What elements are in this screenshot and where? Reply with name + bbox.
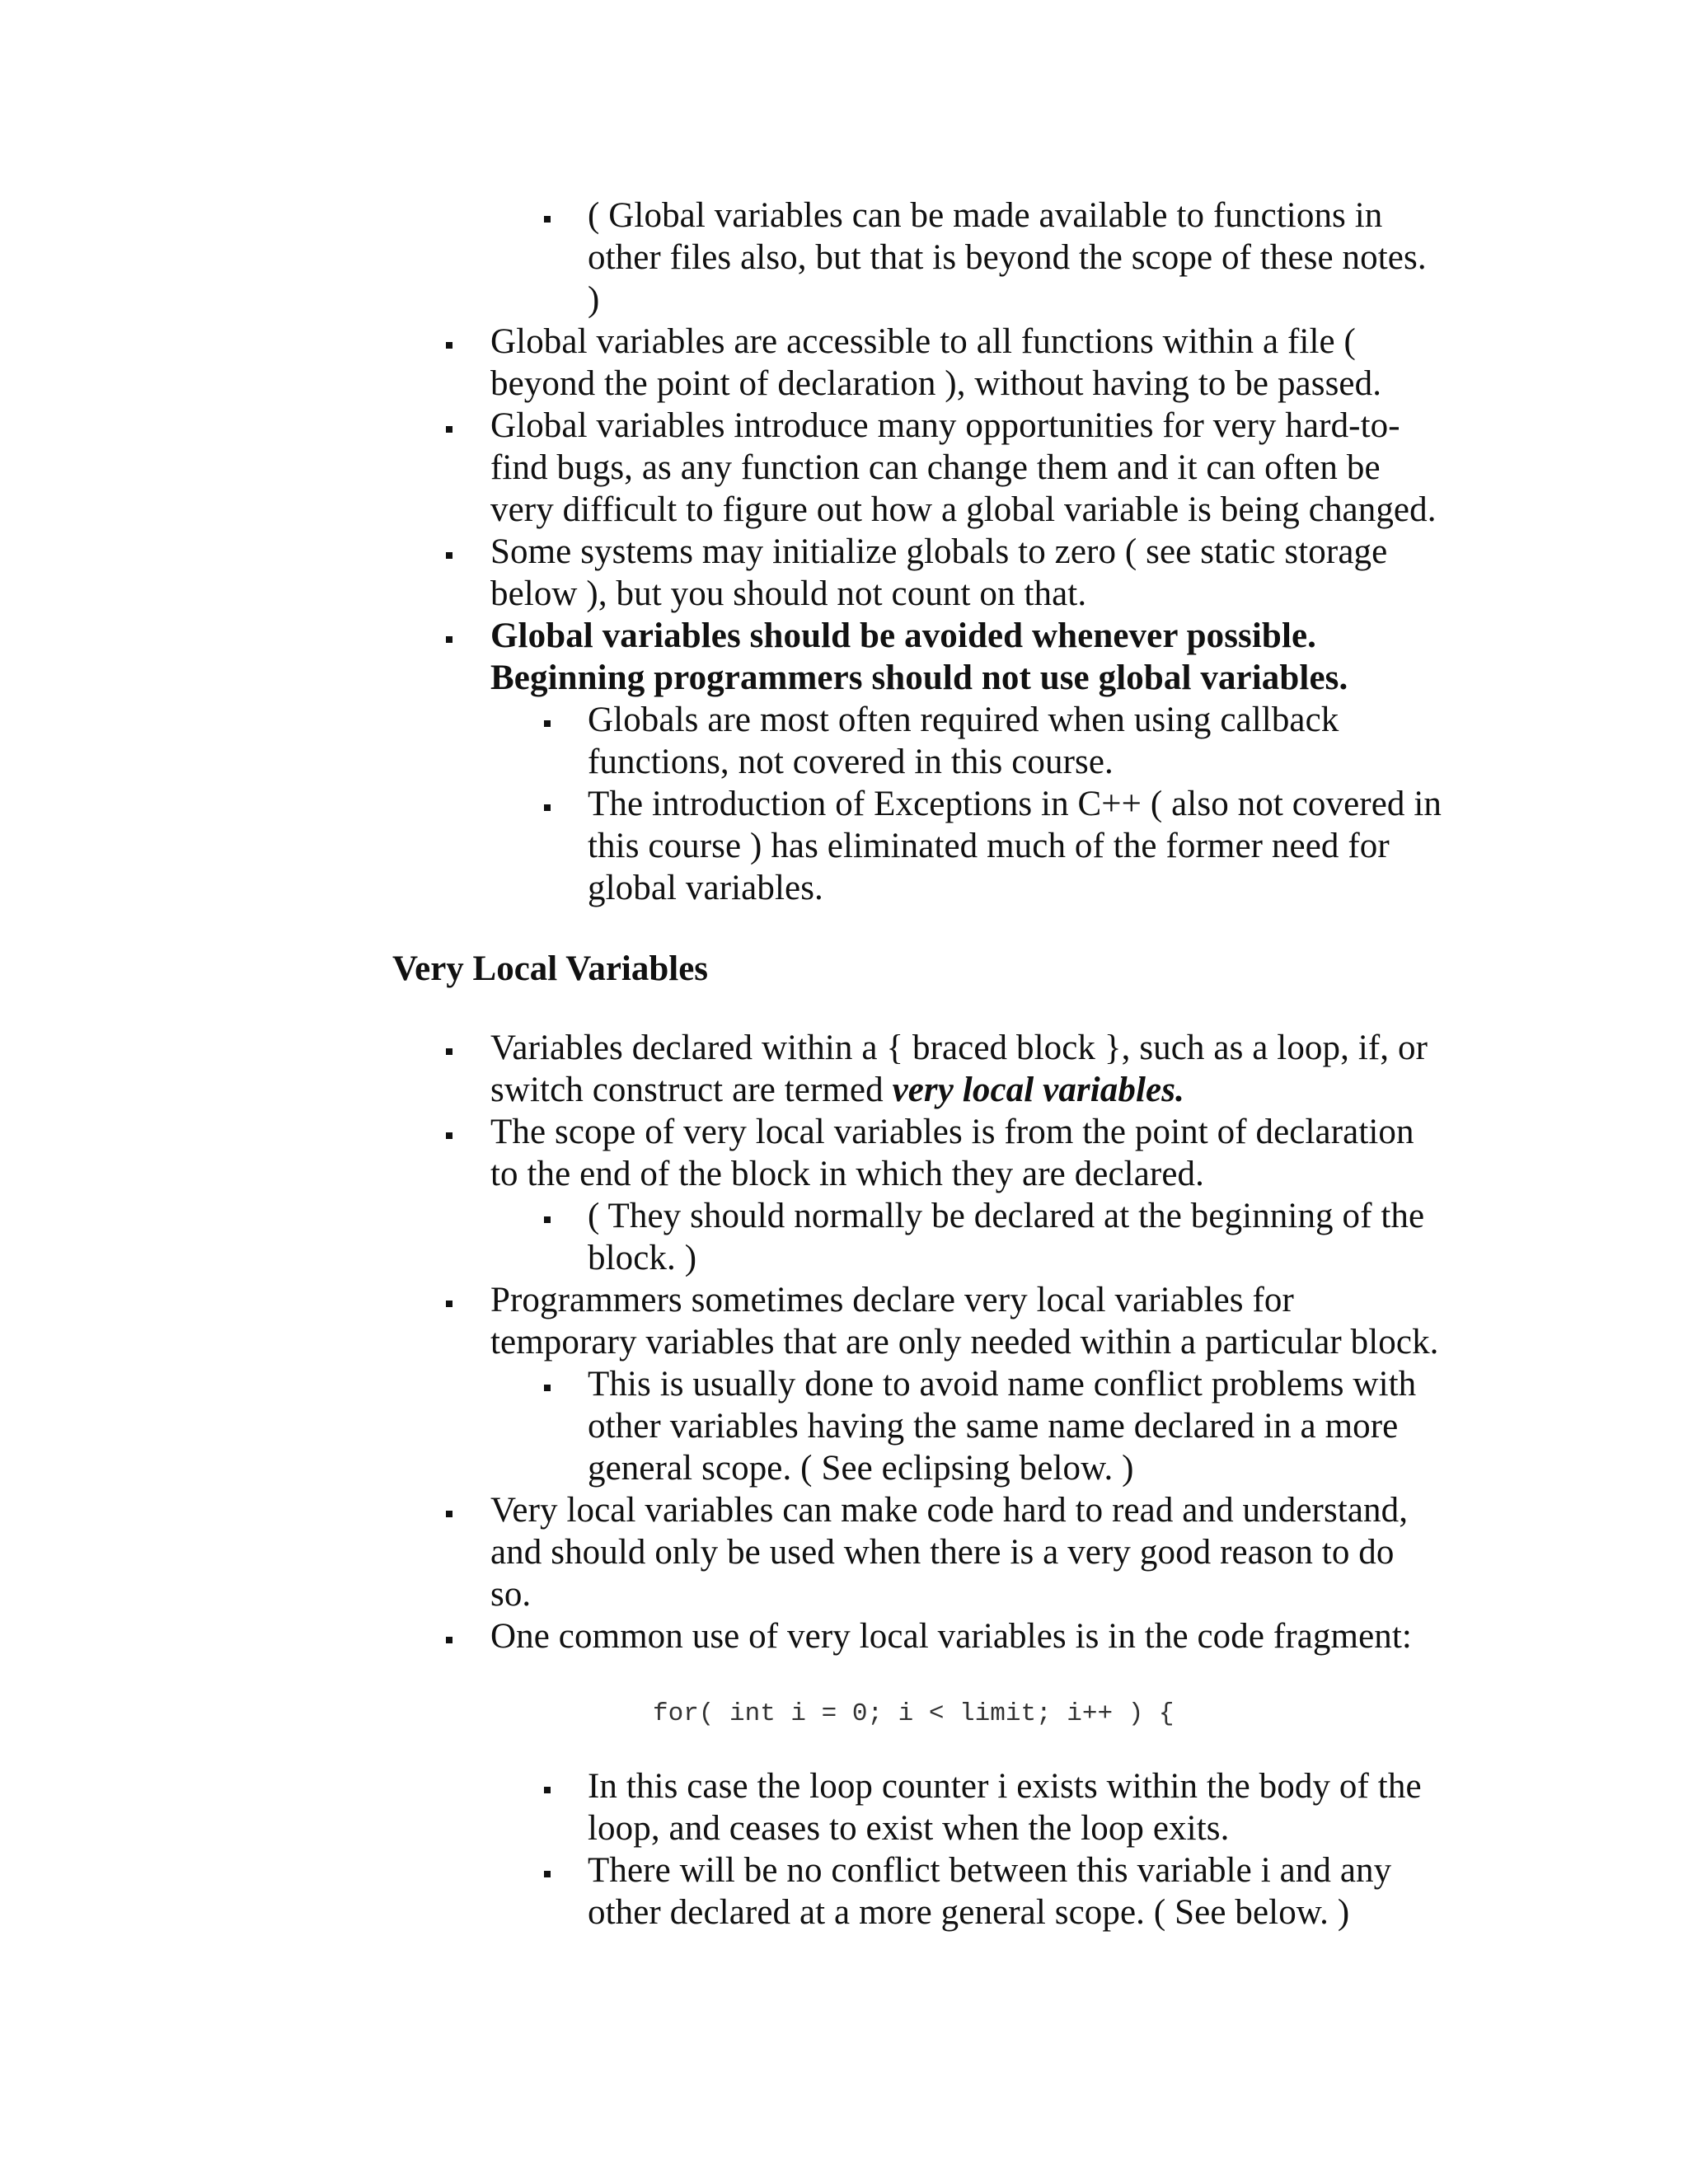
- bullet-marker: [446, 1637, 452, 1643]
- bullet-marker: [544, 720, 551, 727]
- bullet-marker: [446, 636, 452, 643]
- bullet-text-line: block. ): [588, 1239, 697, 1277]
- bullet-text-line: Global variables are accessible to all functions within a file (: [490, 322, 1356, 361]
- bullet-text-line: so.: [490, 1575, 532, 1614]
- bullet-text-line: Programmers sometimes declare very local variables for: [490, 1281, 1294, 1319]
- bullet-marker: [446, 1048, 452, 1055]
- bullet-marker: [544, 1871, 551, 1877]
- bullet-text-line: this course ) has eliminated much of the former need for: [588, 827, 1390, 865]
- bullet-text-line: [490, 1069, 1184, 1112]
- bullet-text-line: very difficult to figure out how a global variable is being changed.: [490, 490, 1437, 529]
- bullet-text-line: This is usually done to avoid name conflict problems with: [588, 1365, 1417, 1404]
- bullet-text-line: One common use of very local variables is in the code fragment:: [490, 1617, 1412, 1656]
- bullet-marker: [544, 1787, 551, 1793]
- bullet-text-line: Global variables introduce many opportunities for very hard-to-: [490, 406, 1400, 445]
- bullet-text-line: beyond the point of declaration ), without having to be passed.: [490, 364, 1382, 403]
- bullet-marker: [544, 1216, 551, 1223]
- bullet-marker: [446, 1301, 452, 1307]
- bullet-marker: [446, 426, 452, 433]
- bullet-text-line: below ), but you should not count on that.: [490, 574, 1087, 613]
- bullet-text-line: general scope. ( See eclipsing below. ): [588, 1449, 1134, 1488]
- bullet-text-line: ( Global variables can be made available to functions in: [588, 196, 1383, 235]
- bullet-text-line: The scope of very local variables is from the point of declaration: [490, 1113, 1414, 1151]
- bullet-text-line: other variables having the same name declared in a more: [588, 1407, 1399, 1446]
- bullet-text-line: ): [588, 280, 600, 319]
- bold-warning-line: Beginning programmers should not use global variables.: [490, 658, 1348, 697]
- bullet-marker: [446, 1132, 452, 1139]
- bullet-text-line: and should only be used when there is a very good reason to do: [490, 1533, 1395, 1572]
- bullet-text-line: ( They should normally be declared at the beginning of the: [588, 1197, 1425, 1235]
- bullet-text-line: temporary variables that are only needed within a particular block.: [490, 1323, 1439, 1361]
- bullet-marker: [446, 342, 452, 349]
- bullet-marker: [446, 1511, 452, 1517]
- bullet-text-line: Very local variables can make code hard to read and understand,: [490, 1491, 1409, 1530]
- bullet-text-line: global variables.: [588, 869, 823, 907]
- bullet-text-line: In this case the loop counter i exists within the body of the: [588, 1767, 1422, 1806]
- bullet-text-line: other declared at a more general scope. ( See below. ): [588, 1893, 1350, 1932]
- section-heading: Very Local Variables: [392, 949, 709, 988]
- bullet-text-line: Variables declared within a { braced block }, such as a loop, if, or: [490, 1029, 1428, 1067]
- bullet-text-line: find bugs, as any function can change them and it can often be: [490, 448, 1381, 487]
- bullet-marker: [544, 216, 551, 223]
- bullet-marker: [446, 552, 452, 559]
- bullet-text-segment: switch construct are termed: [490, 1071, 893, 1109]
- emphasis-term: very local variables.: [892, 1071, 1184, 1109]
- bullet-marker: [544, 804, 551, 811]
- bullet-text-line: The introduction of Exceptions in C++ ( also not covered in: [588, 785, 1442, 823]
- bullet-text-line: loop, and ceases to exist when the loop exits.: [588, 1809, 1230, 1848]
- bullet-marker: [544, 1385, 551, 1391]
- code-fragment: for( int i = 0; i < limit; i++ ) {: [653, 1699, 1175, 1728]
- bullet-text-line: There will be no conflict between this variable i and any: [588, 1851, 1392, 1890]
- bullet-text-line: Some systems may initialize globals to zero ( see static storage: [490, 532, 1388, 571]
- bullet-text-line: Globals are most often required when using callback: [588, 701, 1339, 739]
- bold-warning-line: Global variables should be avoided whenever possible.: [490, 616, 1317, 655]
- bullet-text-line: other files also, but that is beyond the scope of these notes.: [588, 238, 1427, 277]
- bullet-text-line: to the end of the block in which they are declared.: [490, 1155, 1204, 1193]
- bullet-text-line: functions, not covered in this course.: [588, 743, 1114, 781]
